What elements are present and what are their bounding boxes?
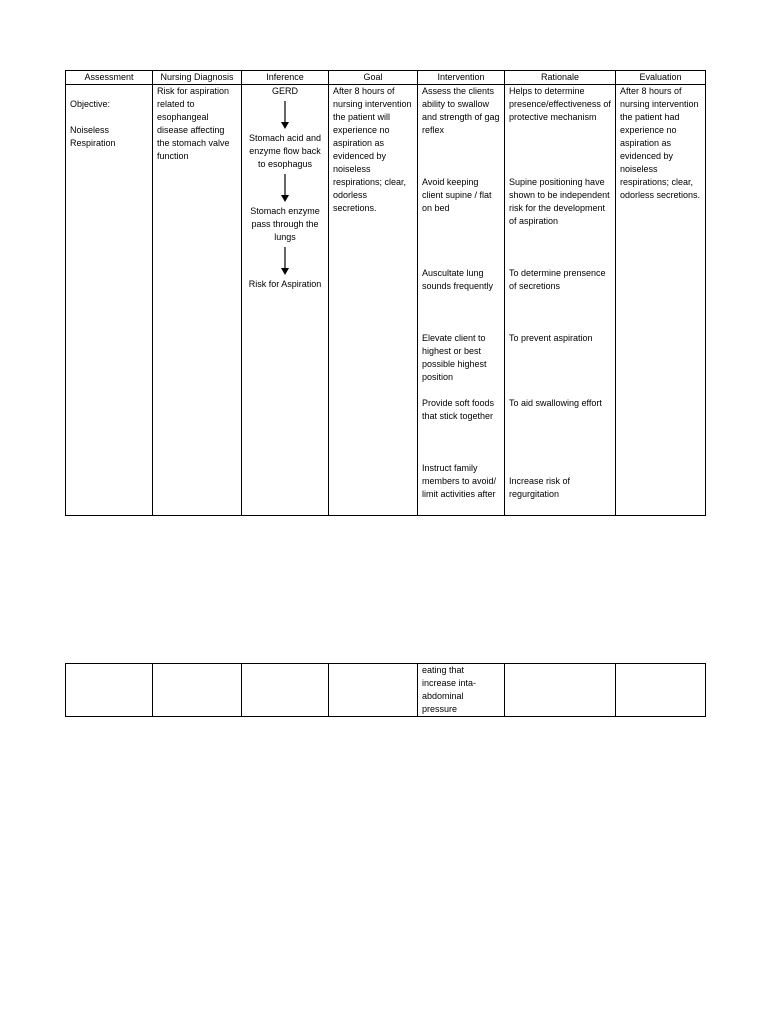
header-evaluation: Evaluation [616, 71, 706, 85]
intervention-item: Instruct family members to avoid/ limit activities after [422, 463, 497, 499]
rationale-item: Supine positioning have shown to be independent risk for the development of aspiration [509, 177, 610, 226]
inference-step-4: Risk for Aspiration [248, 279, 322, 289]
continuation-intervention-cell [418, 664, 505, 717]
intervention-cell [418, 85, 505, 516]
care-plan-continuation-table [65, 663, 706, 717]
continuation-rationale-cell [505, 664, 616, 717]
rationale-item: To prevent aspiration [509, 333, 593, 343]
table-row [66, 85, 706, 516]
header-nursing-diagnosis: Nursing Diagnosis [153, 71, 242, 85]
header-row [66, 71, 706, 85]
intervention-item: Avoid keeping client supine / flat on bed [422, 177, 492, 213]
diagnosis-text: Risk for aspiration related to esophangeal disease affecting the stomach valve function [157, 86, 230, 161]
continuation-goal-cell [329, 664, 418, 717]
intervention-item: Elevate client to highest or best possible highest position [422, 333, 487, 382]
header-intervention: Intervention [418, 71, 505, 85]
diagnosis-cell [153, 85, 242, 516]
continuation-intervention-text: eating that increase inta-abdominal pressure [422, 665, 477, 714]
inference-cell [242, 85, 329, 516]
assessment-cell [66, 85, 153, 516]
header-assessment: Assessment [66, 71, 153, 85]
rationale-item: To determine prensence of secretions [509, 268, 606, 291]
assessment-finding: Noiseless Respiration [70, 125, 116, 148]
continuation-inference-cell [242, 664, 329, 717]
evaluation-text: After 8 hours of nursing intervention the patient had experience no aspiration as evidenced by noiseless respirations; clear, odorless secretions. [620, 86, 701, 200]
intervention-item: Assess the clients ability to swallow and strength of gag reflex [422, 86, 500, 135]
intervention-item: Provide soft foods that stick together [422, 398, 495, 421]
care-plan-table [65, 70, 706, 516]
continuation-diagnosis-cell [153, 664, 242, 717]
continuation-evaluation-cell [616, 664, 706, 717]
inference-step-2: Stomach acid and enzyme flow back to esophagus [248, 133, 322, 169]
evaluation-cell [616, 85, 706, 516]
inference-step-1: GERD [271, 86, 298, 96]
intervention-item: Auscultate lung sounds frequently [422, 268, 494, 291]
inference-step-3: Stomach enzyme pass through the lungs [250, 206, 320, 242]
down-arrow-icon [275, 100, 295, 130]
header-inference: Inference [242, 71, 329, 85]
down-arrow-icon [275, 173, 295, 203]
objective-label: Objective: [70, 99, 111, 109]
table-row [66, 664, 706, 717]
rationale-cell [505, 85, 616, 516]
goal-cell [329, 85, 418, 516]
down-arrow-icon [275, 246, 295, 276]
goal-text: After 8 hours of nursing intervention the patient will experience no aspiration as evidenced by noiseless respirations; clear, odorless secretions. [333, 86, 412, 213]
header-rationale: Rationale [505, 71, 616, 85]
header-goal: Goal [329, 71, 418, 85]
continuation-assessment-cell [66, 664, 153, 717]
rationale-item: Helps to determine presence/effectiveness of protective mechanism [509, 86, 611, 122]
rationale-item: To aid swallowing effort [509, 398, 602, 408]
rationale-item: Increase risk of regurgitation [509, 476, 571, 499]
